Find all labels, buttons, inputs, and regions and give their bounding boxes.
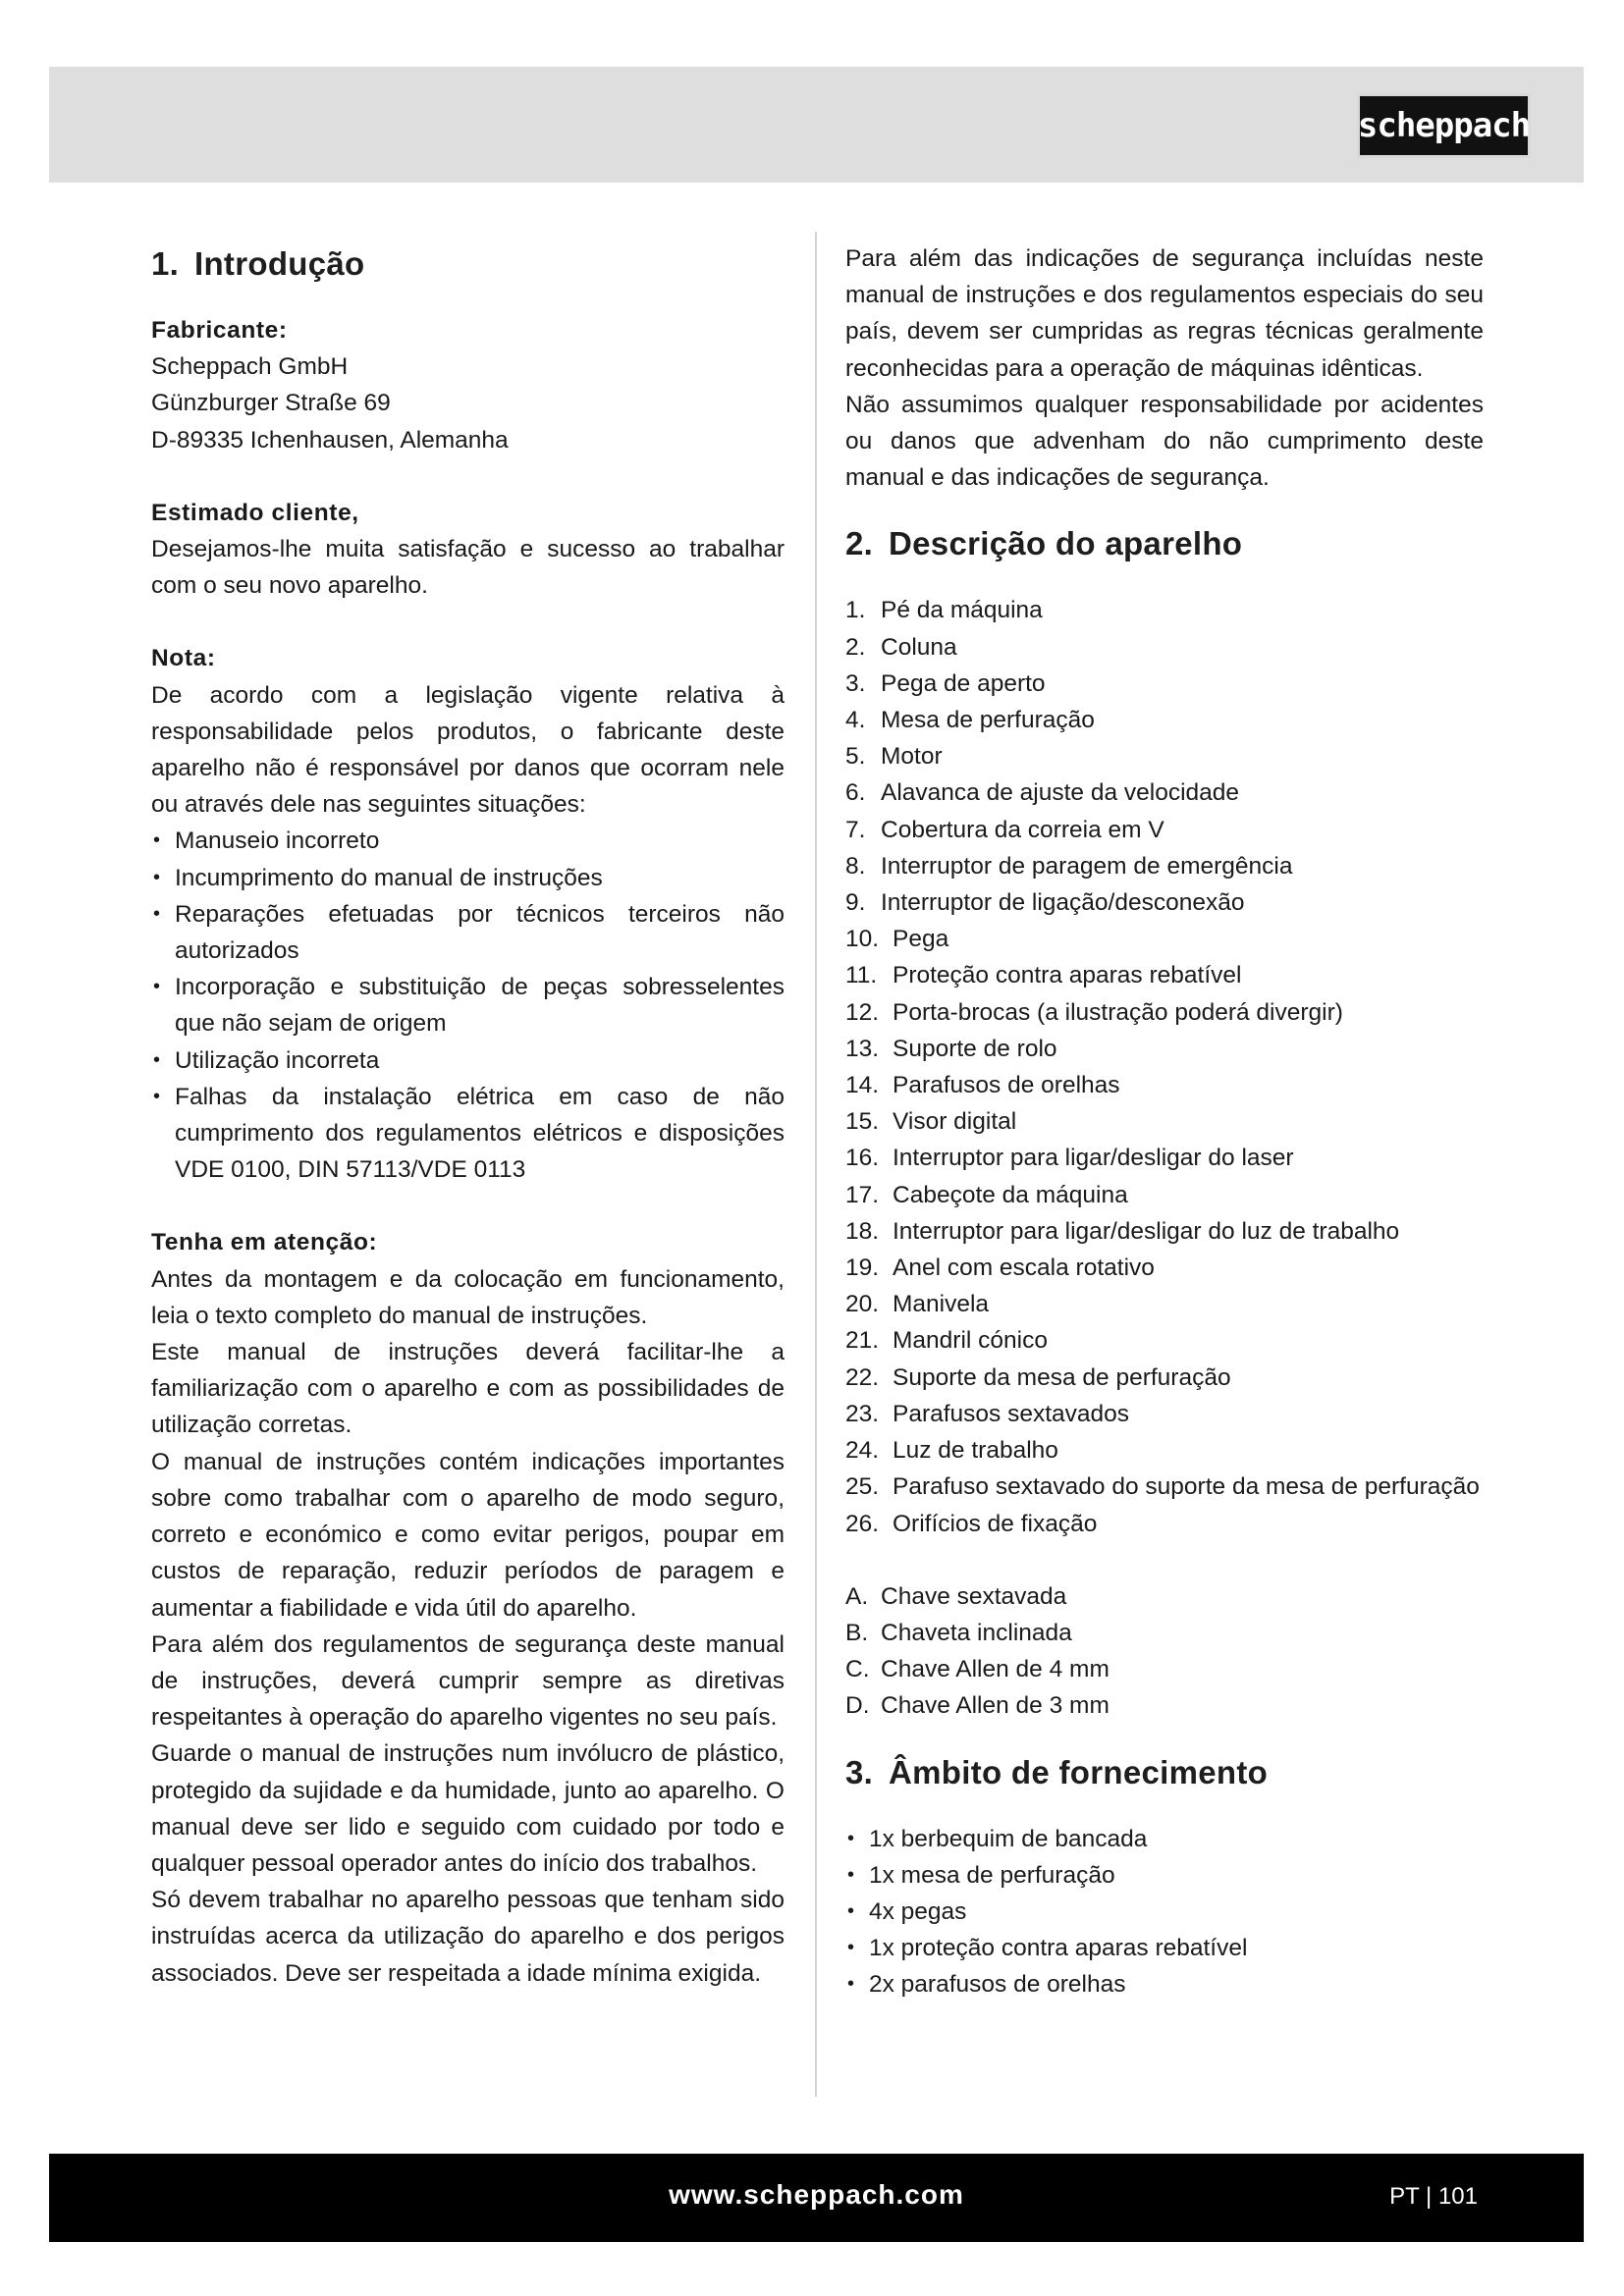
list-item: 8. Interruptor de paragem de emergência: [845, 852, 1293, 880]
list-item: C. Chave Allen de 4 mm: [845, 1656, 1110, 1683]
list-item: • Falhas da instalação elétrica em caso de não cumprimento dos regulamentos elétricos e disposições VDE 0100, DIN 57113/VDE 0113: [151, 1079, 785, 1189]
list-item: 12. Porta-brocas (a ilustração poderá divergir): [845, 998, 1343, 1026]
list-item: 11. Proteção contra aparas rebatível: [845, 962, 1242, 989]
section-title-description: 2. Descrição do aparelho: [845, 525, 1243, 562]
list-item: 4. Mesa de perfuração: [845, 707, 1095, 734]
list-item: • 4x pegas: [845, 1894, 1484, 1930]
attention-paragraph: O manual de instruções contém indicações importantes sobre como trabalhar com o aparelho de modo seguro, correto e económico e como evitar perigos, poupar em custos de reparação, reduzir períodos de paragem e aumentar a fiabilidade e vida útil do aparelho.: [151, 1448, 785, 1622]
list-item: 2. Coluna: [845, 633, 957, 661]
note-text: De acordo com a legislação vigente relativa à responsabilidade pelos produtos, o fabricante deste aparelho não é responsável por danos que ocorram nele ou através dele nas seguintes situações:: [151, 681, 785, 819]
scheppach-logo: scheppach: [1357, 93, 1531, 158]
attention-paragraph: Este manual de instruções deverá facilitar-lhe a familiarização com o aparelho e com as possibilidades de utilização corretas.: [151, 1339, 785, 1439]
attention-paragraph: Guarde o manual de instruções num invólucro de plástico, protegido da sujidade e da humidade, junto ao aparelho. O manual deve ser lido e seguido com cuidado por todo e qualquer pessoal operador antes do início dos trabalhos.: [151, 1740, 785, 1877]
parts-list: [845, 592, 1484, 1541]
list-item: • Incorporação e substituição de peças sobresselentes que não sejam de origem: [151, 969, 785, 1041]
list-item: B. Chaveta inclinada: [845, 1619, 1072, 1646]
list-item: 20. Manivela: [845, 1291, 990, 1318]
left-column: [151, 240, 785, 1992]
dear-customer-text: Desejamos-lhe muita satisfação e sucesso ao trabalhar com o seu novo aparelho.: [151, 536, 785, 600]
list-item: • 1x mesa de perfuração: [845, 1857, 1484, 1894]
list-item: 22. Suporte da mesa de perfuração: [845, 1363, 1231, 1391]
page-number: PT | 101: [1389, 2183, 1478, 2210]
attention-label: Tenha em atenção:: [151, 1229, 378, 1256]
right-column: [845, 240, 1484, 2003]
list-item: 16. Interruptor para ligar/desligar do laser: [845, 1145, 1294, 1172]
attention-paragraph: Para além dos regulamentos de segurança deste manual de instruções, deverá cumprir sempre as diretivas respeitantes à operação do aparelho vigentes no seu país.: [151, 1630, 785, 1732]
list-item: 25. Parafuso sextavado do suporte da mesa de perfuração: [845, 1473, 1480, 1501]
note-list: [151, 823, 785, 1188]
attention-paragraph: Só devem trabalhar no aparelho pessoas que tenham sido instruídas acerca da utilização do aparelho e dos perigos associados. Deve ser respeitada a idade mínima exigida.: [151, 1887, 785, 1987]
list-item: 23. Parafusos sextavados: [845, 1400, 1130, 1427]
list-item: 10. Pega: [845, 926, 949, 953]
attention-paragraph: Antes da montagem e da colocação em funcionamento, leia o texto completo do manual de instruções.: [151, 1265, 785, 1329]
list-item: 9. Interruptor de ligação/desconexão: [845, 889, 1245, 917]
note-label: Nota:: [151, 645, 216, 672]
list-item: • Reparações efetuadas por técnicos terceiros não autorizados: [151, 896, 785, 969]
list-item: 13. Suporte de rolo: [845, 1035, 1057, 1062]
dear-customer-label: Estimado cliente,: [151, 499, 359, 526]
list-item: • 1x proteção contra aparas rebatível: [845, 1930, 1484, 1966]
section-title-scope: 3. Âmbito de fornecimento: [845, 1753, 1269, 1790]
footer-band: [49, 2154, 1584, 2242]
safety-paragraph: Para além das indicações de segurança incluídas neste manual de instruções e dos regulamentos especiais do seu país, devem ser cumpridas as regras técnicas geralmente reconhecidas para a operação de máquinas idênticas.: [845, 245, 1484, 382]
list-item: 6. Alavanca de ajuste da velocidade: [845, 779, 1240, 807]
list-item: 18. Interruptor para ligar/desligar do luz de trabalho: [845, 1217, 1400, 1245]
list-item: • Manuseio incorreto: [151, 823, 785, 859]
list-item: • Incumprimento do manual de instruções: [151, 860, 785, 896]
header-band: [49, 67, 1584, 183]
list-item: • 1x berbequim de bancada: [845, 1821, 1484, 1857]
liability-paragraph: Não assumimos qualquer responsabilidade por acidentes ou danos que advenham do não cumprimento deste manual e das indicações de segurança.: [845, 391, 1484, 492]
list-item: • 2x parafusos de orelhas: [845, 1966, 1484, 2002]
list-item: 21. Mandril cónico: [845, 1327, 1048, 1355]
list-item: 1. Pé da máquina: [845, 597, 1043, 624]
list-item: 17. Cabeçote da máquina: [845, 1181, 1128, 1208]
manufacturer-line: Günzburger Straße 69: [151, 390, 391, 417]
list-item: 19. Anel com escala rotativo: [845, 1255, 1155, 1282]
list-item: A. Chave sextavada: [845, 1582, 1067, 1610]
list-item: 7. Cobertura da correia em V: [845, 816, 1164, 843]
column-divider: [815, 232, 817, 2097]
list-item: 26. Orifícios de fixação: [845, 1510, 1098, 1537]
manufacturer-line: Scheppach GmbH: [151, 353, 349, 381]
manufacturer-line: D-89335 Ichenhausen, Alemanha: [151, 426, 509, 454]
list-item: 24. Luz de trabalho: [845, 1437, 1058, 1465]
section-title-introduction: 1. Introdução: [151, 245, 365, 282]
list-item: 3. Pega de aperto: [845, 669, 1046, 697]
accessories-list: [845, 1578, 1484, 1725]
list-item: D. Chave Allen de 3 mm: [845, 1692, 1110, 1720]
footer-website-link[interactable]: www.scheppach.com: [669, 2179, 964, 2210]
scope-list: [845, 1821, 1484, 2003]
list-item: 5. Motor: [845, 743, 943, 771]
list-item: • Utilização incorreta: [151, 1042, 785, 1079]
manufacturer-label: Fabricante:: [151, 317, 288, 344]
list-item: 15. Visor digital: [845, 1108, 1017, 1136]
list-item: 14. Parafusos de orelhas: [845, 1072, 1120, 1099]
